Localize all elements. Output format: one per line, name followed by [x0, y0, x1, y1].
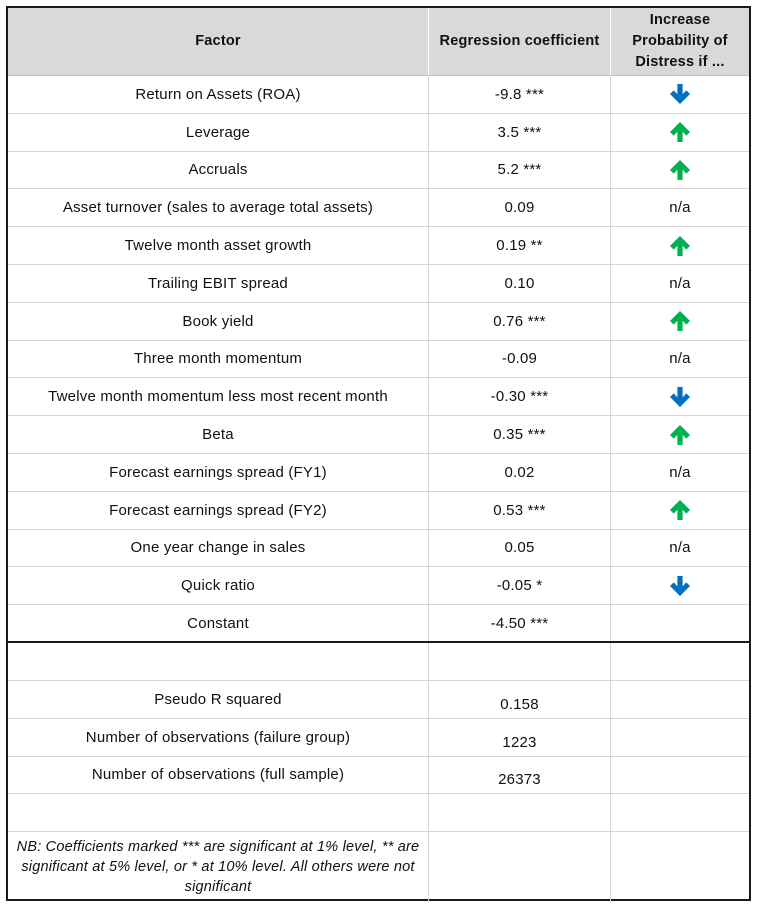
table-header-row: [8, 8, 749, 76]
table-row: [8, 152, 749, 190]
stats-row: [8, 757, 749, 795]
stat-label: Pseudo R squared: [8, 681, 429, 718]
stat-label: [8, 643, 429, 680]
table-row: [8, 303, 749, 341]
header-increase-line2: Probability of: [632, 33, 728, 49]
stat-empty-cell: [611, 794, 749, 831]
table-row: [8, 189, 749, 227]
factor-cell: Leverage: [8, 114, 429, 151]
coefficient-cell: 0.09: [429, 189, 611, 226]
stat-value-cell: [429, 643, 611, 680]
table-row: [8, 341, 749, 379]
stat-value: 1223: [502, 733, 537, 751]
factor-cell: Accruals: [8, 152, 429, 189]
table-row: [8, 227, 749, 265]
stat-empty-cell: [611, 719, 749, 756]
factor-cell: Constant: [8, 605, 429, 641]
header-coefficient: Regression coefficient: [429, 8, 611, 75]
table-row: [8, 567, 749, 605]
factor-cell: Asset turnover (sales to average total assets): [8, 189, 429, 226]
note-empty-cell: [611, 832, 749, 902]
factor-cell: Forecast earnings spread (FY2): [8, 492, 429, 529]
table-body: [8, 76, 749, 643]
coefficient-cell: 0.76 ***: [429, 303, 611, 340]
direction-cell: [611, 114, 749, 151]
significance-note: NB: Coefficients marked *** are significant at 1% level, ** are significant at 5% level, or * at 10% level. All others were not significant: [16, 839, 420, 896]
coefficient-cell: 0.02: [429, 454, 611, 491]
table-row: [8, 378, 749, 416]
coefficient-cell: -9.8 ***: [429, 76, 611, 113]
stats-section: [8, 643, 749, 832]
table-row: [8, 605, 749, 643]
direction-cell: [611, 492, 749, 529]
factor-cell: Twelve month momentum less most recent month: [8, 378, 429, 415]
stat-value-cell: [429, 794, 611, 831]
coefficient-cell: -0.30 ***: [429, 378, 611, 415]
stat-value: 0.158: [500, 695, 539, 713]
up-arrow-icon: [669, 121, 691, 143]
coefficient-cell: -0.09: [429, 341, 611, 378]
direction-cell: [611, 303, 749, 340]
factor-cell: Return on Assets (ROA): [8, 76, 429, 113]
not-applicable-label: n/a: [669, 463, 691, 481]
header-increase-line1: Increase: [649, 12, 711, 28]
table-row: [8, 76, 749, 114]
coefficient-cell: 0.53 ***: [429, 492, 611, 529]
coefficient-cell: 0.19 **: [429, 227, 611, 264]
factor-cell: Quick ratio: [8, 567, 429, 604]
header-increase-line3: Distress if ...: [635, 54, 725, 70]
not-applicable-label: n/a: [669, 199, 691, 217]
up-arrow-icon: [669, 235, 691, 257]
direction-cell: [611, 416, 749, 453]
direction-cell: [611, 227, 749, 264]
table-row: [8, 416, 749, 454]
direction-cell: [611, 76, 749, 113]
factor-cell: Forecast earnings spread (FY1): [8, 454, 429, 491]
coefficient-cell: -0.05 *: [429, 567, 611, 604]
factor-cell: Book yield: [8, 303, 429, 340]
factor-cell: Trailing EBIT spread: [8, 265, 429, 302]
factor-cell: One year change in sales: [8, 530, 429, 567]
table-row: [8, 265, 749, 303]
table-row: [8, 114, 749, 152]
coefficient-cell: 0.35 ***: [429, 416, 611, 453]
header-factor: Factor: [8, 8, 429, 75]
factor-cell: Three month momentum: [8, 341, 429, 378]
not-applicable-label: n/a: [669, 539, 691, 557]
stats-row: [8, 681, 749, 719]
table-row: [8, 454, 749, 492]
down-arrow-icon: [669, 386, 691, 408]
stat-label: Number of observations (failure group): [8, 719, 429, 756]
stats-row: [8, 719, 749, 757]
factor-cell: Twelve month asset growth: [8, 227, 429, 264]
up-arrow-icon: [669, 159, 691, 181]
table-row: [8, 530, 749, 568]
not-applicable-label: n/a: [669, 350, 691, 368]
direction-cell: [611, 605, 749, 641]
direction-cell: [611, 152, 749, 189]
coefficient-cell: 5.2 ***: [429, 152, 611, 189]
direction-cell: [611, 265, 749, 302]
table-row: [8, 492, 749, 530]
direction-cell: [611, 341, 749, 378]
stat-empty-cell: [611, 643, 749, 680]
note-row: [8, 832, 749, 902]
direction-cell: [611, 567, 749, 604]
not-applicable-label: n/a: [669, 274, 691, 292]
direction-cell: [611, 378, 749, 415]
coefficient-cell: -4.50 ***: [429, 605, 611, 641]
coefficient-cell: 0.05: [429, 530, 611, 567]
stat-empty-cell: [611, 757, 749, 794]
regression-table: [6, 6, 751, 901]
stat-empty-cell: [611, 681, 749, 718]
stats-row: [8, 643, 749, 681]
direction-cell: [611, 454, 749, 491]
down-arrow-icon: [669, 575, 691, 597]
note-empty-cell: [429, 832, 611, 902]
stat-value-cell: [429, 681, 611, 718]
direction-cell: [611, 189, 749, 226]
down-arrow-icon: [669, 83, 691, 105]
direction-cell: [611, 530, 749, 567]
coefficient-cell: 0.10: [429, 265, 611, 302]
up-arrow-icon: [669, 499, 691, 521]
stat-value-cell: [429, 757, 611, 794]
stat-value: 26373: [498, 771, 541, 789]
stats-row: [8, 794, 749, 832]
factor-cell: Beta: [8, 416, 429, 453]
up-arrow-icon: [669, 424, 691, 446]
stat-value-cell: [429, 719, 611, 756]
header-increase-probability: [611, 8, 749, 75]
stat-label: [8, 794, 429, 831]
stat-label: Number of observations (full sample): [8, 757, 429, 794]
up-arrow-icon: [669, 310, 691, 332]
coefficient-cell: 3.5 ***: [429, 114, 611, 151]
note-cell: [8, 832, 429, 902]
